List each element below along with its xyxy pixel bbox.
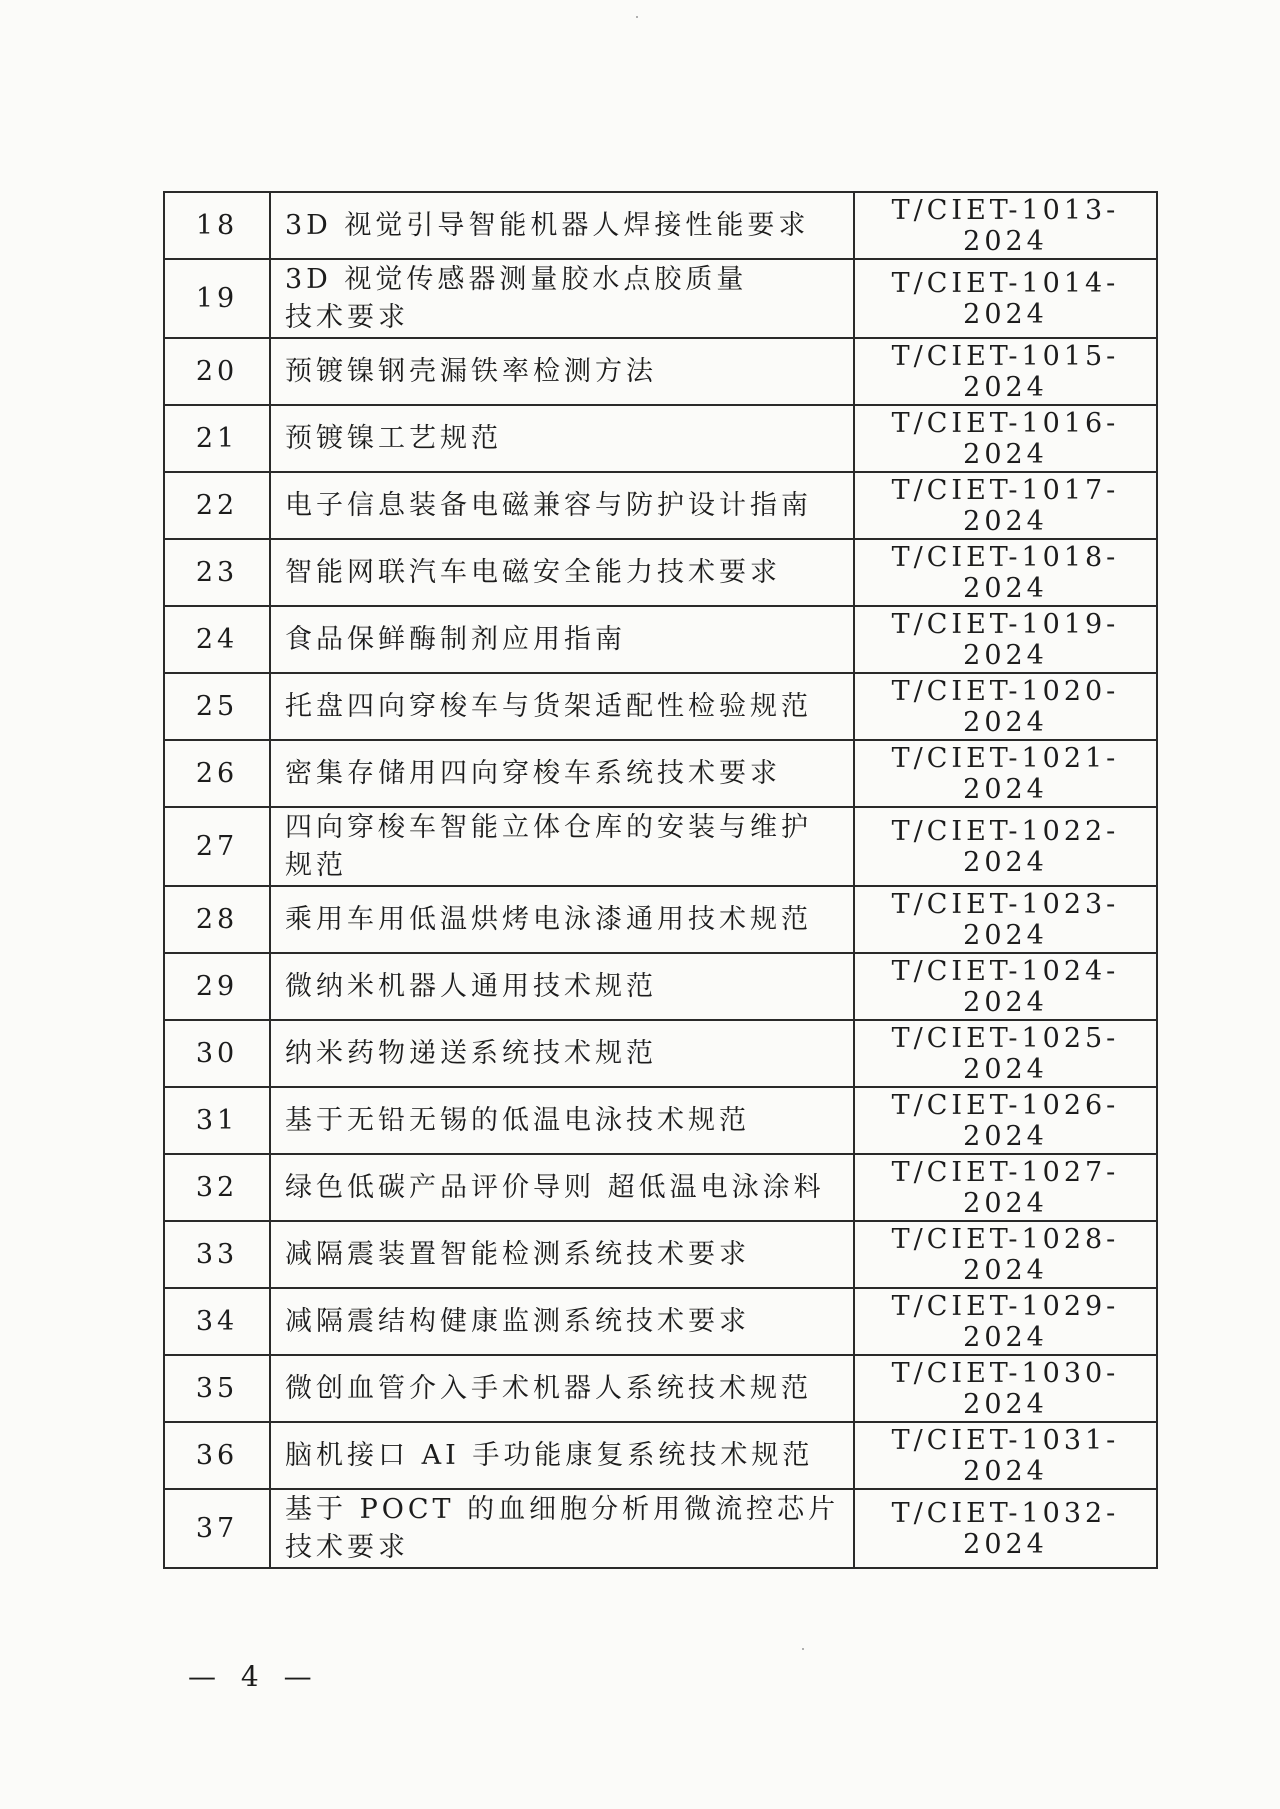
table-row — [164, 673, 1157, 740]
standard-name — [270, 472, 854, 539]
standard-name-line: 技术要求 — [285, 1531, 409, 1563]
standard-name-line: 基于无铅无锡的低温电泳技术规范 — [285, 1104, 750, 1136]
standard-name-line: 减隔震装置智能检测系统技术要求 — [285, 1238, 750, 1270]
standard-code: T/CIET-1014-2024 — [854, 259, 1157, 338]
standard-name — [270, 1422, 854, 1489]
row-number: 28 — [164, 886, 270, 953]
standard-name-line: 基于 POCT 的血细胞分析用微流控芯片 — [285, 1493, 840, 1525]
row-number: 26 — [164, 740, 270, 807]
standard-name-line: 乘用车用低温烘烤电泳漆通用技术规范 — [285, 903, 812, 935]
table-row — [164, 740, 1157, 807]
standard-name — [270, 1020, 854, 1087]
table-row — [164, 472, 1157, 539]
standard-name — [270, 606, 854, 673]
standards-table — [163, 191, 1158, 1569]
row-number: 23 — [164, 539, 270, 606]
table-row — [164, 1087, 1157, 1154]
row-number: 27 — [164, 807, 270, 886]
standard-name — [270, 953, 854, 1020]
table-row — [164, 1489, 1157, 1568]
table-row — [164, 1020, 1157, 1087]
standard-name-line: 托盘四向穿梭车与货架适配性检验规范 — [285, 690, 812, 722]
row-number: 25 — [164, 673, 270, 740]
table-row — [164, 338, 1157, 405]
standard-name — [270, 1087, 854, 1154]
standard-name — [270, 673, 854, 740]
row-number: 19 — [164, 259, 270, 338]
standard-name — [270, 807, 854, 886]
standard-name — [270, 1489, 854, 1568]
standard-name-line: 技术要求 — [285, 301, 409, 333]
scan-speck — [802, 1648, 804, 1650]
row-number: 31 — [164, 1087, 270, 1154]
table-row — [164, 192, 1157, 259]
standards-table-body — [164, 192, 1157, 1568]
standard-name-line: 电子信息装备电磁兼容与防护设计指南 — [285, 489, 812, 521]
standard-code: T/CIET-1028-2024 — [854, 1221, 1157, 1288]
standard-name-line: 纳米药物递送系统技术规范 — [285, 1037, 657, 1069]
row-number: 34 — [164, 1288, 270, 1355]
row-number: 18 — [164, 192, 270, 259]
standard-name — [270, 338, 854, 405]
standard-name-line: 预镀镍工艺规范 — [285, 422, 502, 454]
standard-code: T/CIET-1020-2024 — [854, 673, 1157, 740]
row-number: 21 — [164, 405, 270, 472]
standard-code: T/CIET-1031-2024 — [854, 1422, 1157, 1489]
standard-name-line: 密集存储用四向穿梭车系统技术要求 — [285, 757, 781, 789]
standard-name-line: 3D 视觉传感器测量胶水点胶质量 — [285, 263, 748, 295]
standard-name-line: 食品保鲜酶制剂应用指南 — [285, 623, 626, 655]
standard-name — [270, 405, 854, 472]
row-number: 35 — [164, 1355, 270, 1422]
row-number: 36 — [164, 1422, 270, 1489]
table-row — [164, 886, 1157, 953]
standard-code: T/CIET-1026-2024 — [854, 1087, 1157, 1154]
standard-name-line: 规范 — [285, 849, 347, 881]
standard-code: T/CIET-1019-2024 — [854, 606, 1157, 673]
standard-name — [270, 1288, 854, 1355]
table-row — [164, 606, 1157, 673]
standard-code: T/CIET-1030-2024 — [854, 1355, 1157, 1422]
standard-code: T/CIET-1022-2024 — [854, 807, 1157, 886]
standard-name-line: 绿色低碳产品评价导则 超低温电泳涂料 — [285, 1171, 825, 1203]
row-number: 29 — [164, 953, 270, 1020]
standard-name — [270, 192, 854, 259]
row-number: 20 — [164, 338, 270, 405]
row-number: 30 — [164, 1020, 270, 1087]
standard-name-line: 微纳米机器人通用技术规范 — [285, 970, 657, 1002]
standard-name — [270, 1221, 854, 1288]
standard-code: T/CIET-1029-2024 — [854, 1288, 1157, 1355]
standard-name — [270, 259, 854, 338]
page-number: — 4 — — [188, 1660, 320, 1693]
standard-code: T/CIET-1013-2024 — [854, 192, 1157, 259]
standard-name — [270, 886, 854, 953]
row-number: 33 — [164, 1221, 270, 1288]
standard-code: T/CIET-1024-2024 — [854, 953, 1157, 1020]
standard-code: T/CIET-1023-2024 — [854, 886, 1157, 953]
standard-name-line: 四向穿梭车智能立体仓库的安装与维护 — [285, 811, 812, 843]
row-number: 37 — [164, 1489, 270, 1568]
standard-name-line: 预镀镍钢壳漏铁率检测方法 — [285, 355, 657, 387]
standard-code: T/CIET-1025-2024 — [854, 1020, 1157, 1087]
standard-code: T/CIET-1017-2024 — [854, 472, 1157, 539]
standard-code: T/CIET-1016-2024 — [854, 405, 1157, 472]
standard-name — [270, 1355, 854, 1422]
scan-speck — [636, 16, 638, 18]
standard-code: T/CIET-1021-2024 — [854, 740, 1157, 807]
standard-name-line: 微创血管介入手术机器人系统技术规范 — [285, 1372, 812, 1404]
table-row — [164, 259, 1157, 338]
standard-name — [270, 740, 854, 807]
standard-code: T/CIET-1032-2024 — [854, 1489, 1157, 1568]
standard-name-line: 脑机接口 AI 手功能康复系统技术规范 — [285, 1439, 814, 1471]
standard-name-line: 3D 视觉引导智能机器人焊接性能要求 — [285, 209, 810, 241]
table-row — [164, 953, 1157, 1020]
table-row — [164, 1288, 1157, 1355]
standard-name-line: 智能网联汽车电磁安全能力技术要求 — [285, 556, 781, 588]
table-row — [164, 405, 1157, 472]
table-row — [164, 807, 1157, 886]
standard-code: T/CIET-1027-2024 — [854, 1154, 1157, 1221]
row-number: 22 — [164, 472, 270, 539]
standard-code: T/CIET-1015-2024 — [854, 338, 1157, 405]
table-row — [164, 1355, 1157, 1422]
row-number: 32 — [164, 1154, 270, 1221]
row-number: 24 — [164, 606, 270, 673]
standard-name — [270, 1154, 854, 1221]
table-row — [164, 1422, 1157, 1489]
standard-name — [270, 539, 854, 606]
standard-code: T/CIET-1018-2024 — [854, 539, 1157, 606]
table-row — [164, 1221, 1157, 1288]
table-row — [164, 1154, 1157, 1221]
standard-name-line: 减隔震结构健康监测系统技术要求 — [285, 1305, 750, 1337]
table-row — [164, 539, 1157, 606]
